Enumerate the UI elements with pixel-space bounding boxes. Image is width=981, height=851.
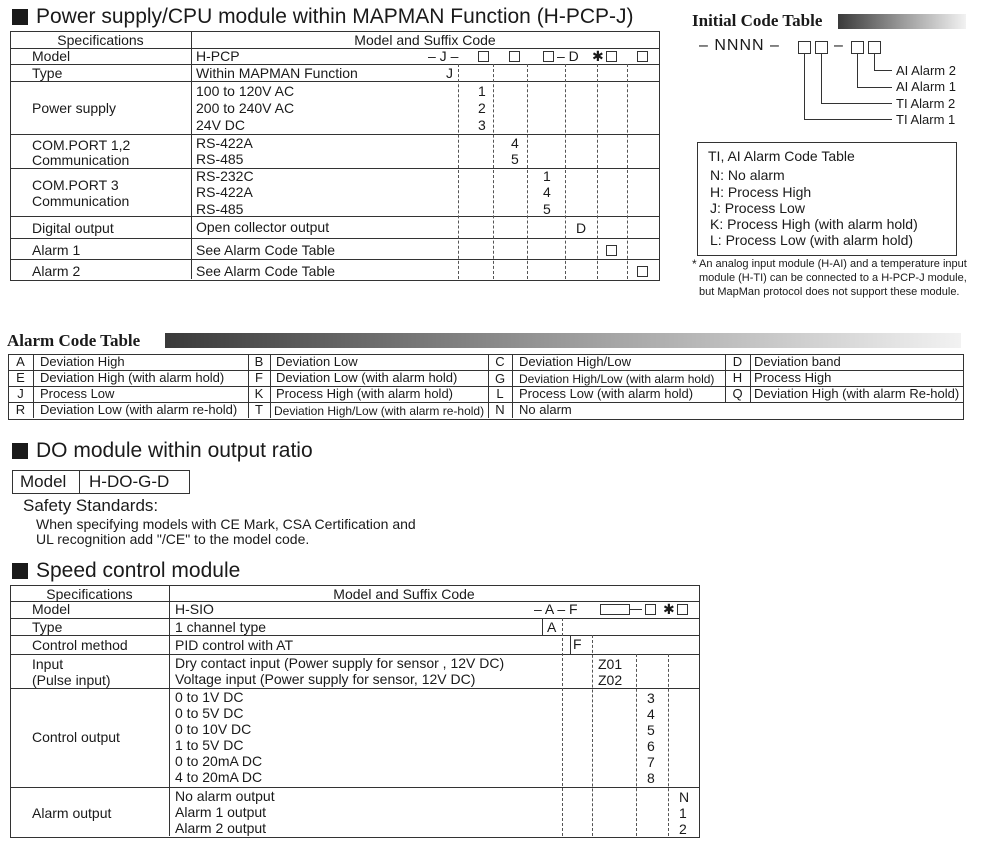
com12-code: 4 xyxy=(511,135,519,151)
cm-value: PID control with AT xyxy=(175,637,294,653)
header-model-suffix: Model and Suffix Code xyxy=(354,32,496,48)
suffix-box xyxy=(478,51,489,62)
do-model-value: H-DO-G-D xyxy=(89,472,170,491)
alarm-code-cell: Q xyxy=(732,386,743,401)
alarm-code-cell: : Process Low (with alarm hold) xyxy=(717,232,914,248)
row-label-input: Input xyxy=(32,656,64,672)
alarm-code-cell: : Process High xyxy=(720,184,812,200)
legend-ti-alarm2: TI Alarm 2 xyxy=(896,96,956,111)
alarm-code-cell: Deviation band xyxy=(754,354,841,369)
com3-option: RS-422A xyxy=(196,184,253,200)
alarm-code-cell: Process High (with alarm hold) xyxy=(276,386,454,401)
title-gradient-bar xyxy=(165,333,961,348)
row-label-com12: COM.PORT 1,2 xyxy=(32,137,131,153)
alarm-code-cell: : Process Low xyxy=(717,200,805,216)
alarm1-box xyxy=(606,245,617,256)
row-label-com12: Communication xyxy=(32,152,130,168)
legend-ti-alarm1: TI Alarm 1 xyxy=(896,112,956,127)
com12-option: RS-422A xyxy=(196,135,253,151)
suffix-d: – D xyxy=(557,48,579,64)
input-code: Z01 xyxy=(598,656,623,672)
row-label-com3: Communication xyxy=(32,193,130,209)
co-option: 0 to 20mA DC xyxy=(175,753,263,769)
ao-code: 2 xyxy=(679,821,687,837)
ao-option: Alarm 1 output xyxy=(175,804,267,820)
safety-text: When specifying models with CE Mark, CSA Certification and xyxy=(36,516,416,532)
alarm-code-cell: G xyxy=(494,371,506,386)
alarm-code-cell: E xyxy=(16,370,25,385)
input-option: Dry contact input (Power supply for sensor , 12V DC) xyxy=(175,655,505,671)
legend-ai-alarm2: AI Alarm 2 xyxy=(896,63,956,78)
header-specifications: Specifications xyxy=(57,32,144,48)
do-model-label: Model xyxy=(20,472,67,491)
row-label-digital-output: Digital output xyxy=(32,220,114,236)
com3-option: RS-232C xyxy=(196,168,254,184)
alarm-code-cell: D xyxy=(732,354,743,369)
row-label-type: Type xyxy=(32,619,63,635)
alarm-code-cell: J xyxy=(710,200,717,216)
asterisk-icon: ✱ xyxy=(663,601,675,617)
alarm-code-cell: H xyxy=(732,370,743,385)
alarm-code-cell: Deviation High/Low (with alarm hold) xyxy=(519,372,715,386)
safety-standards-title: Safety Standards: xyxy=(23,496,159,515)
suffix-box xyxy=(509,51,520,62)
alarm-code-cell: Deviation Low (with alarm re-hold) xyxy=(40,402,238,417)
com3-code: 4 xyxy=(543,184,551,200)
suffix-box xyxy=(677,604,688,615)
alarm-code-cell: Deviation Low xyxy=(276,354,358,369)
alarm-code-cell: Speed control module xyxy=(36,559,241,582)
com3-code: 5 xyxy=(543,201,551,217)
note-asterisk: * xyxy=(692,257,697,271)
alarm-code-cell: F xyxy=(255,370,263,385)
co-option: 0 to 1V DC xyxy=(175,689,244,705)
ps-code: 3 xyxy=(478,117,486,133)
model-value: H-PCP xyxy=(196,48,240,64)
co-code: 5 xyxy=(647,722,655,738)
row-label-alarm1: Alarm 1 xyxy=(32,242,81,258)
com3-code: 1 xyxy=(543,168,551,184)
legend-ai-alarm1: AI Alarm 1 xyxy=(896,79,956,94)
alarm2-value: See Alarm Code Table xyxy=(196,263,336,279)
suffix-box xyxy=(543,51,554,62)
suffix-separator: – J – xyxy=(428,48,459,64)
alarm-code-cell: Process Low (with alarm hold) xyxy=(519,386,694,401)
ps-option: 24V DC xyxy=(196,117,246,133)
code-box xyxy=(798,41,811,54)
row-label-type: Type xyxy=(32,65,63,81)
row-label-control-output: Control output xyxy=(32,729,120,745)
alarm-code-cell: J xyxy=(17,386,24,401)
type-value: 1 channel type xyxy=(175,619,267,635)
do-model-box xyxy=(12,470,190,494)
co-code: 4 xyxy=(647,706,655,722)
input-option: Voltage input (Power supply for sensor, 12V DC) xyxy=(175,671,476,687)
header-model-suffix: Model and Suffix Code xyxy=(333,586,475,602)
alarm-code-cell: L xyxy=(496,386,504,401)
model-value: H-SIO xyxy=(175,601,214,617)
com12-option: RS-485 xyxy=(196,151,244,167)
row-label-model: Model xyxy=(32,48,71,64)
title-gradient-bar xyxy=(838,14,966,29)
suffix-separator: – A – F xyxy=(534,601,578,617)
suffix-box xyxy=(606,51,617,62)
co-option: 4 to 20mA DC xyxy=(175,769,263,785)
suffix-box xyxy=(637,51,648,62)
alarm-code-cell: K xyxy=(710,216,720,232)
alarm-code-cell: B xyxy=(254,354,264,369)
footnote: An analog input module (H-AI) and a temperature input module (H-TI) can be connected to a H-PCP-J module, but MapMan protocol does not support these module. xyxy=(699,258,967,298)
row-label-power-supply: Power supply xyxy=(32,100,117,116)
co-code: 3 xyxy=(647,690,655,706)
cm-code: F xyxy=(573,636,582,652)
alarm1-value: See Alarm Code Table xyxy=(196,242,336,258)
ps-option: 200 to 240V AC xyxy=(196,100,295,116)
com3-option: RS-485 xyxy=(196,201,244,217)
row-label-alarm2: Alarm 2 xyxy=(32,263,81,279)
alarm-code-cell: N xyxy=(710,167,721,183)
alarm-code-cell: : No alarm xyxy=(720,167,785,183)
alarm-code-cell: Deviation High/Low (with alarm re-hold) xyxy=(274,404,485,418)
alarm-code-cell: A xyxy=(16,354,25,369)
alarm-code-cell: Deviation Low (with alarm hold) xyxy=(276,370,458,385)
alarm-code-cell: Process Low xyxy=(40,386,115,401)
row-label-alarm-output: Alarm output xyxy=(32,805,112,821)
co-option: 1 to 5V DC xyxy=(175,737,244,753)
alarm-code-cell: H xyxy=(710,184,721,200)
ao-code: N xyxy=(679,789,690,805)
ps-code: 1 xyxy=(478,83,486,99)
alarm-code-cell: Deviation High/Low xyxy=(519,354,632,369)
section-title-speed xyxy=(12,560,240,582)
ti-ai-title: TI, AI Alarm Code Table xyxy=(708,148,855,164)
ps-option: 100 to 120V AC xyxy=(196,83,295,99)
input-code: Z02 xyxy=(598,672,623,688)
alarm-code-cell: : Process High (with alarm hold) xyxy=(719,216,918,232)
co-code: 6 xyxy=(647,738,655,754)
type-value: Within MAPMAN Function xyxy=(196,65,358,81)
alarm-code-cell: Deviation High (with alarm Re-hold) xyxy=(754,386,960,401)
initial-code-table-title: Initial Code Table xyxy=(692,11,823,30)
safety-text: UL recognition add "/CE" to the model code. xyxy=(36,531,310,547)
asterisk-icon: ✱ xyxy=(592,48,604,64)
alarm-code-cell: C xyxy=(495,354,505,369)
alarm2-box xyxy=(637,266,648,277)
alarm-code-cell: Deviation High (with alarm hold) xyxy=(40,370,225,385)
row-label-com3: COM.PORT 3 xyxy=(32,177,119,193)
alarm-code-cell: Power supply/CPU module within MAPMAN Function (H-PCP-J) xyxy=(36,5,634,28)
ao-option: Alarm 2 output xyxy=(175,820,267,836)
alarm-code-cell: R xyxy=(15,402,26,417)
alarm-code-cell: L xyxy=(710,232,718,248)
type-code: J xyxy=(446,65,453,81)
alarm-code-cell: Deviation High xyxy=(40,354,125,369)
alarm-code-cell: N xyxy=(495,402,505,417)
type-code: A xyxy=(547,619,557,635)
co-code: 7 xyxy=(647,754,655,770)
do-value: Open collector output xyxy=(196,219,330,235)
row-label-input: (Pulse input) xyxy=(32,672,111,688)
code-box xyxy=(815,41,828,54)
code-box xyxy=(851,41,864,54)
co-option: 0 to 10V DC xyxy=(175,721,252,737)
alarm-code-cell: DO module within output ratio xyxy=(36,439,313,462)
row-label-control-method: Control method xyxy=(32,637,128,653)
do-code: D xyxy=(576,220,587,236)
ti-ai-alarm-code-box xyxy=(697,142,957,256)
alarm-code-table-title: Alarm Code Table xyxy=(7,331,141,350)
header-specifications: Specifications xyxy=(46,586,133,602)
section-title-pcp xyxy=(12,6,634,28)
com12-code: 5 xyxy=(511,151,519,167)
row-label-model: Model xyxy=(32,601,71,617)
co-code: 8 xyxy=(647,770,655,786)
ao-option: No alarm output xyxy=(175,788,275,804)
alarm-code-cell: T xyxy=(255,402,263,417)
alarm-code-cell: K xyxy=(254,386,264,401)
co-option: 0 to 5V DC xyxy=(175,705,244,721)
ao-code: 1 xyxy=(679,805,687,821)
square-bullet-icon xyxy=(12,563,28,579)
suffix-box-wide xyxy=(600,604,630,615)
square-bullet-icon xyxy=(12,443,28,459)
square-bullet-icon xyxy=(12,9,28,25)
section-title-do xyxy=(12,440,313,462)
code-box xyxy=(868,41,881,54)
alarm-code-cell: No alarm xyxy=(519,402,572,417)
alarm-code-cell: Process High xyxy=(754,370,832,385)
code-prefix: – NNNN – xyxy=(699,37,780,54)
ps-code: 2 xyxy=(478,100,486,116)
suffix-box xyxy=(645,604,656,615)
